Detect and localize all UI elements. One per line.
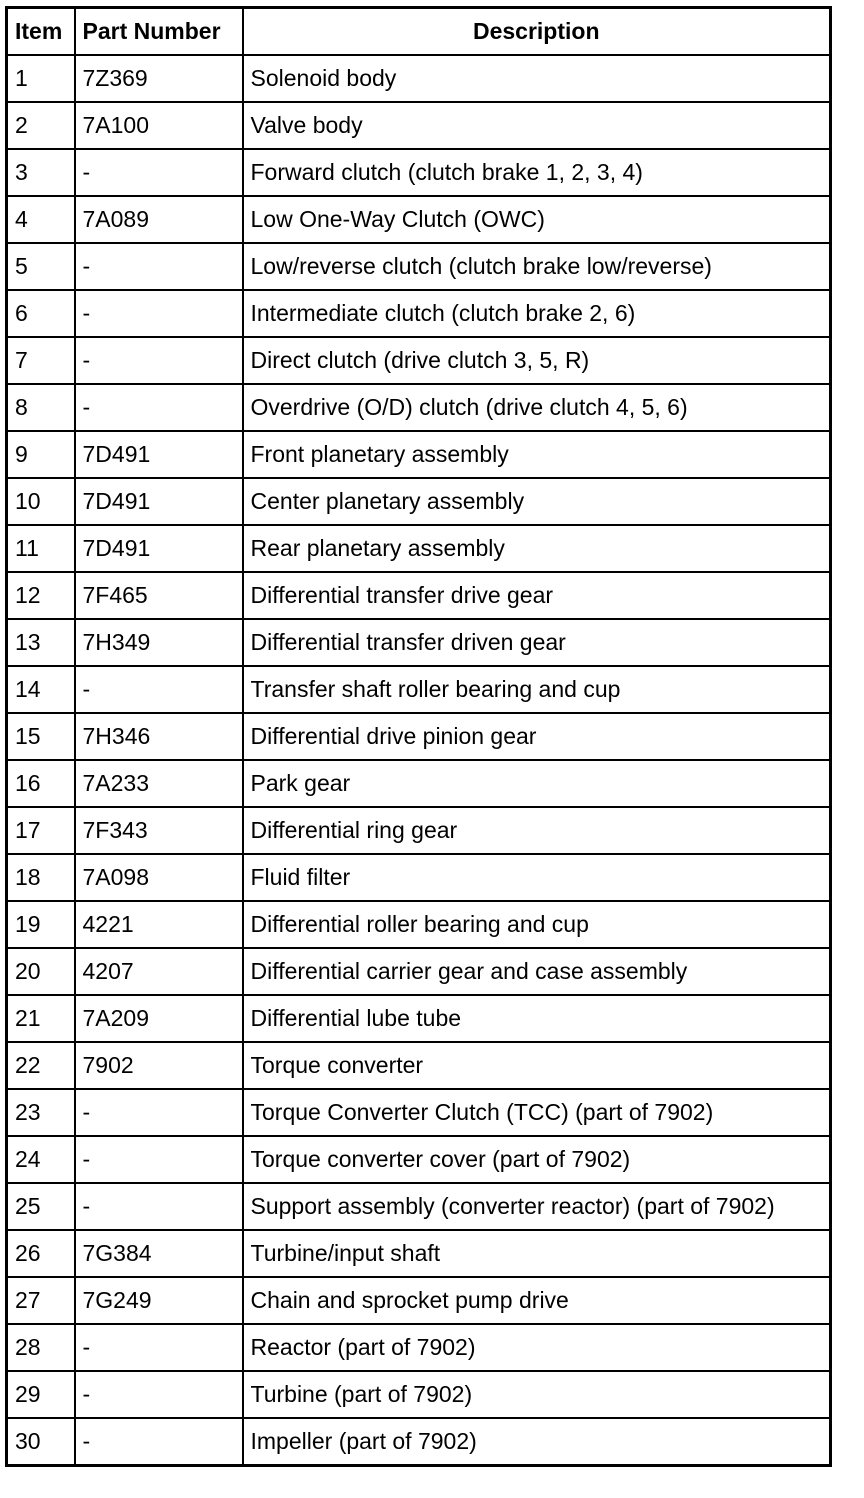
cell-item: 11 (7, 525, 75, 572)
table-row (7, 995, 831, 1042)
cell-part-number: - (75, 149, 243, 196)
cell-part-number: - (75, 1371, 243, 1418)
cell-description: Fluid filter (243, 854, 831, 901)
cell-description: Front planetary assembly (243, 431, 831, 478)
cell-description: Forward clutch (clutch brake 1, 2, 3, 4) (243, 149, 831, 196)
cell-item: 30 (7, 1418, 75, 1466)
cell-description: Turbine (part of 7902) (243, 1371, 831, 1418)
cell-part-number: 4221 (75, 901, 243, 948)
cell-description: Low/reverse clutch (clutch brake low/reverse) (243, 243, 831, 290)
cell-part-number: - (75, 290, 243, 337)
table-row (7, 760, 831, 807)
cell-part-number: - (75, 337, 243, 384)
cell-part-number: - (75, 243, 243, 290)
cell-item: 17 (7, 807, 75, 854)
table-row (7, 1089, 831, 1136)
cell-item: 20 (7, 948, 75, 995)
table-row (7, 854, 831, 901)
cell-item: 18 (7, 854, 75, 901)
cell-item: 16 (7, 760, 75, 807)
table-row (7, 1277, 831, 1324)
cell-description: Overdrive (O/D) clutch (drive clutch 4, 5, 6) (243, 384, 831, 431)
table-row (7, 1183, 831, 1230)
table-row (7, 525, 831, 572)
cell-description: Direct clutch (drive clutch 3, 5, R) (243, 337, 831, 384)
table-body (7, 55, 831, 1466)
cell-part-number: 7A209 (75, 995, 243, 1042)
table-row (7, 901, 831, 948)
cell-item: 19 (7, 901, 75, 948)
cell-part-number: 7D491 (75, 431, 243, 478)
table-row (7, 619, 831, 666)
cell-description: Differential roller bearing and cup (243, 901, 831, 948)
cell-part-number: - (75, 1418, 243, 1466)
cell-item: 15 (7, 713, 75, 760)
cell-description: Park gear (243, 760, 831, 807)
cell-description: Valve body (243, 102, 831, 149)
cell-description: Differential transfer driven gear (243, 619, 831, 666)
cell-item: 26 (7, 1230, 75, 1277)
cell-item: 8 (7, 384, 75, 431)
cell-item: 28 (7, 1324, 75, 1371)
header-part-number: Part Number (75, 8, 243, 56)
cell-item: 5 (7, 243, 75, 290)
cell-item: 22 (7, 1042, 75, 1089)
table-row (7, 196, 831, 243)
cell-description: Torque converter cover (part of 7902) (243, 1136, 831, 1183)
cell-description: Torque converter (243, 1042, 831, 1089)
cell-item: 1 (7, 55, 75, 102)
table-row (7, 243, 831, 290)
cell-description: Support assembly (converter reactor) (part of 7902) (243, 1183, 831, 1230)
cell-item: 4 (7, 196, 75, 243)
table-row (7, 337, 831, 384)
cell-part-number: - (75, 1324, 243, 1371)
cell-part-number: 7H349 (75, 619, 243, 666)
cell-part-number: 7A089 (75, 196, 243, 243)
cell-item: 21 (7, 995, 75, 1042)
cell-part-number: 7D491 (75, 478, 243, 525)
cell-item: 24 (7, 1136, 75, 1183)
cell-description: Differential lube tube (243, 995, 831, 1042)
cell-description: Reactor (part of 7902) (243, 1324, 831, 1371)
cell-description: Differential carrier gear and case assembly (243, 948, 831, 995)
cell-description: Center planetary assembly (243, 478, 831, 525)
cell-description: Low One-Way Clutch (OWC) (243, 196, 831, 243)
header-row (7, 8, 831, 56)
cell-description: Transfer shaft roller bearing and cup (243, 666, 831, 713)
header-item: Item (7, 8, 75, 56)
table-row (7, 431, 831, 478)
cell-item: 7 (7, 337, 75, 384)
cell-item: 13 (7, 619, 75, 666)
cell-description: Impeller (part of 7902) (243, 1418, 831, 1466)
table-row (7, 1042, 831, 1089)
cell-part-number: 7A100 (75, 102, 243, 149)
cell-item: 9 (7, 431, 75, 478)
table-row (7, 478, 831, 525)
cell-part-number: 7A233 (75, 760, 243, 807)
cell-part-number: 7G384 (75, 1230, 243, 1277)
cell-description: Differential ring gear (243, 807, 831, 854)
cell-part-number: 4207 (75, 948, 243, 995)
table-row (7, 1136, 831, 1183)
table-row (7, 666, 831, 713)
table-row (7, 384, 831, 431)
cell-part-number: 7F465 (75, 572, 243, 619)
table-row (7, 948, 831, 995)
cell-part-number: 7H346 (75, 713, 243, 760)
cell-part-number: 7G249 (75, 1277, 243, 1324)
cell-part-number: - (75, 666, 243, 713)
table-header (7, 8, 831, 56)
table-row (7, 1371, 831, 1418)
cell-description: Differential drive pinion gear (243, 713, 831, 760)
cell-description: Differential transfer drive gear (243, 572, 831, 619)
header-description: Description (243, 8, 831, 56)
cell-part-number: 7902 (75, 1042, 243, 1089)
cell-item: 23 (7, 1089, 75, 1136)
cell-description: Solenoid body (243, 55, 831, 102)
table-row (7, 713, 831, 760)
table-row (7, 149, 831, 196)
cell-item: 2 (7, 102, 75, 149)
cell-item: 3 (7, 149, 75, 196)
cell-description: Chain and sprocket pump drive (243, 1277, 831, 1324)
cell-description: Rear planetary assembly (243, 525, 831, 572)
cell-part-number: 7Z369 (75, 55, 243, 102)
cell-item: 29 (7, 1371, 75, 1418)
cell-item: 27 (7, 1277, 75, 1324)
table-row (7, 102, 831, 149)
table-row (7, 290, 831, 337)
cell-part-number: - (75, 1136, 243, 1183)
cell-description: Torque Converter Clutch (TCC) (part of 7902) (243, 1089, 831, 1136)
cell-item: 12 (7, 572, 75, 619)
table-row (7, 807, 831, 854)
cell-item: 14 (7, 666, 75, 713)
cell-item: 6 (7, 290, 75, 337)
cell-part-number: - (75, 1089, 243, 1136)
cell-part-number: - (75, 1183, 243, 1230)
cell-part-number: 7F343 (75, 807, 243, 854)
cell-description: Turbine/input shaft (243, 1230, 831, 1277)
cell-part-number: 7D491 (75, 525, 243, 572)
table-row (7, 55, 831, 102)
parts-table (5, 6, 832, 1467)
table-row (7, 1324, 831, 1371)
cell-part-number: 7A098 (75, 854, 243, 901)
cell-part-number: - (75, 384, 243, 431)
table-row (7, 1230, 831, 1277)
table-row (7, 1418, 831, 1466)
cell-item: 25 (7, 1183, 75, 1230)
cell-item: 10 (7, 478, 75, 525)
table-row (7, 572, 831, 619)
cell-description: Intermediate clutch (clutch brake 2, 6) (243, 290, 831, 337)
